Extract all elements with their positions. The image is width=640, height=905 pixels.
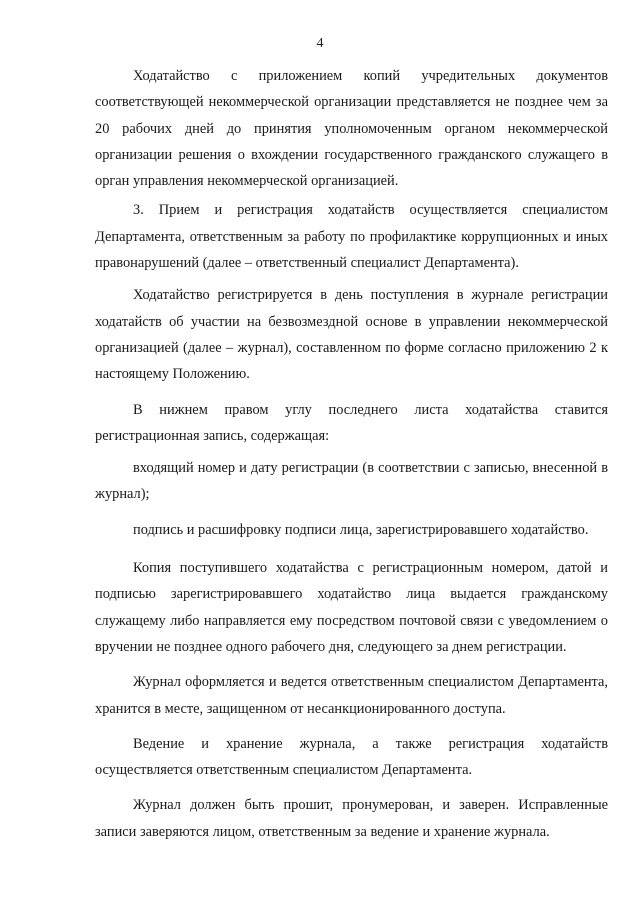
paragraph-copy-issued: Копия поступившего ходатайства с регистрационным номером, датой и подписью зарегистрировавшего ходатайство лица выдается гражданскому служащему либо направляется ему посредством почтовой связи с уведомлением о вручении не позднее одного рабочего дня, следующего за днем регистрации. — [95, 560, 608, 655]
paragraph-section-3: 3. Прием и регистрация ходатайств осуществляется специалистом Департамента, ответственным за работу по профилактике коррупционных и иных правонарушений (далее – ответственный специалист Департамента). — [95, 202, 608, 272]
paragraph-incoming-number: входящий номер и дату регистрации (в соответствии с записью, внесенной в журнал); — [95, 460, 608, 503]
document-body — [95, 63, 608, 851]
paragraph-registration-journal: Ходатайство регистрируется в день поступления в журнале регистрации ходатайств об участии на безвозмездной основе в управлении некоммерческой организацией (далее – журнал), составленном по форме согласно приложению 2 к настоящему Положению. — [95, 287, 608, 383]
paragraph-registration-entry: В нижнем правом углу последнего листа ходатайства ставится регистрационная запись, содержащая: — [95, 401, 608, 444]
paragraph-submission-deadline: Ходатайство с приложением копий учредительных документов соответствующей некоммерческой организации представляется не позднее чем за 20 рабочих дней до принятия уполномоченным органом некоммерческой организации решения о вхождении государственного гражданского служащего в орган управления некоммерческой организацией. — [95, 68, 608, 190]
page-number: 4 — [316, 36, 324, 51]
paragraph-signature: подпись и расшифровку подписи лица, зарегистрировавшего ходатайство. — [133, 521, 589, 538]
paragraph-journal-binding: Журнал должен быть прошит, пронумерован, и заверен. Исправленные записи заверяются лицом, ответственным за ведение и хранение журнала. — [95, 797, 608, 840]
paragraph-journal-maintenance: Ведение и хранение журнала, а также регистрация ходатайств осуществляется ответственным специалистом Департамента. — [95, 735, 608, 779]
paragraph-journal-storage: Журнал оформляется и ведется ответственным специалистом Департамента, хранится в месте, защищенном от несанкционированного доступа. — [95, 674, 608, 717]
